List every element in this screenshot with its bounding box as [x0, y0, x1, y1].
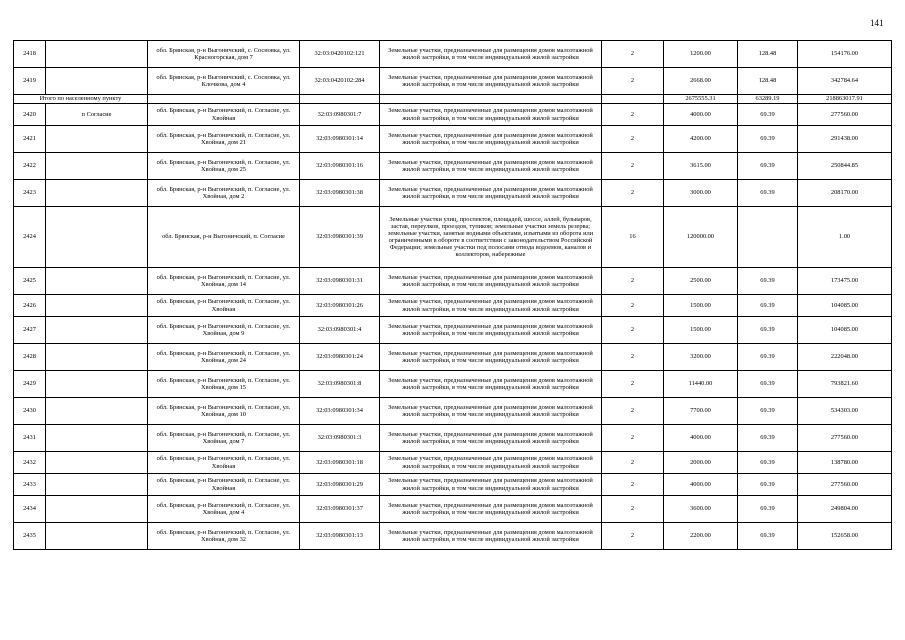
cadastral-value-cell: 154176.00: [798, 41, 892, 68]
specific-value-cell: 69.39: [738, 344, 798, 371]
table-row: [14, 104, 892, 126]
table-row: [14, 41, 892, 68]
area-cell: 7700.00: [664, 398, 738, 425]
locality-cell: [46, 68, 148, 95]
locality-cell: [46, 295, 148, 317]
cadastral-number-cell: 32:03:0980301:7: [300, 104, 380, 126]
area-cell: 2668.00: [664, 68, 738, 95]
specific-value-cell: [738, 207, 798, 268]
use-group-cell: 2: [602, 523, 664, 550]
row-number-cell: 2429: [14, 371, 46, 398]
land-use-cell: Земельные участки, предназначенные для размещения домов малоэтажной жилой застройки, в том числе индивидуальной жилой застройки: [380, 317, 602, 344]
area-cell: 4000.00: [664, 104, 738, 126]
specific-value-cell: 69.39: [738, 126, 798, 153]
address-cell: обл. Брянская, р-н Выгоничский, с. Сосновка, ул. Клочкова, дом 4: [148, 68, 300, 95]
cadastral-value-cell: 104085.00: [798, 317, 892, 344]
use-group-cell: 2: [602, 104, 664, 126]
cadastral-number-cell: 32:03:0980301:14: [300, 126, 380, 153]
cadastral-value-cell: 208170.00: [798, 180, 892, 207]
table-row: [14, 207, 892, 268]
table-row: [14, 474, 892, 496]
use-group-cell: 2: [602, 153, 664, 180]
land-use-cell: Земельные участки, предназначенные для размещения домов малоэтажной жилой застройки, в том числе индивидуальной жилой застройки: [380, 398, 602, 425]
row-number-cell: 2428: [14, 344, 46, 371]
area-cell: 2500.00: [664, 268, 738, 295]
cadastral-number-cell: 32:03:0980301:18: [300, 452, 380, 474]
locality-cell: [46, 425, 148, 452]
row-number-cell: 2419: [14, 68, 46, 95]
row-number-cell: 2425: [14, 268, 46, 295]
row-number-cell: 2424: [14, 207, 46, 268]
use-group-cell: 2: [602, 41, 664, 68]
locality-cell: [46, 344, 148, 371]
land-use-cell: Земельные участки, предназначенные для размещения домов малоэтажной жилой застройки, в том числе индивидуальной жилой застройки: [380, 474, 602, 496]
specific-value-cell: 69.39: [738, 153, 798, 180]
use-group-cell: 2: [602, 68, 664, 95]
table-row: [14, 425, 892, 452]
locality-cell: [46, 523, 148, 550]
cadastral-value-cell: 1.00: [798, 207, 892, 268]
cadastral-value-cell: 277560.00: [798, 474, 892, 496]
table-row: [14, 452, 892, 474]
subtotal-value: 218863017.91: [798, 95, 892, 104]
locality-cell: [46, 371, 148, 398]
row-number-cell: 2430: [14, 398, 46, 425]
land-use-cell: Земельные участки, предназначенные для размещения домов малоэтажной жилой застройки, в том числе индивидуальной жилой застройки: [380, 268, 602, 295]
locality-cell: [46, 126, 148, 153]
cadastral-value-cell: 173475.00: [798, 268, 892, 295]
address-cell: обл. Брянская, р-н Выгоничский, п. Согласие, ул. Хвойная, дом 9: [148, 317, 300, 344]
cadastral-number-cell: 32:03:0980301:29: [300, 474, 380, 496]
land-use-cell: Земельные участки, предназначенные для размещения домов малоэтажной жилой застройки, в том числе индивидуальной жилой застройки: [380, 425, 602, 452]
row-number-cell: 2423: [14, 180, 46, 207]
row-number-cell: 2418: [14, 41, 46, 68]
cadastral-value-cell: 342784.64: [798, 68, 892, 95]
table-row: [14, 295, 892, 317]
row-number-cell: 2422: [14, 153, 46, 180]
table-row: [14, 153, 892, 180]
cadastral-number-cell: 32:03:0980301:4: [300, 317, 380, 344]
locality-cell: [46, 180, 148, 207]
row-number-cell: 2434: [14, 496, 46, 523]
use-group-cell: 2: [602, 295, 664, 317]
address-cell: обл. Брянская, р-н Выгоничский, п. Согласие, ул. Хвойная, дом 32: [148, 523, 300, 550]
land-use-cell: Земельные участки, предназначенные для размещения домов малоэтажной жилой застройки, в том числе индивидуальной жилой застройки: [380, 180, 602, 207]
table-row: [14, 317, 892, 344]
specific-value-cell: 69.39: [738, 452, 798, 474]
row-number-cell: 2433: [14, 474, 46, 496]
specific-value-cell: 128.48: [738, 68, 798, 95]
cadastral-value-cell: 250844.85: [798, 153, 892, 180]
cadastral-number-cell: 32:03:0980301:24: [300, 344, 380, 371]
empty-cell: [602, 95, 664, 104]
specific-value-cell: 69.39: [738, 474, 798, 496]
cadastral-number-cell: 32:03:0980301:38: [300, 180, 380, 207]
address-cell: обл. Брянская, р-н Выгоничский, п. Согласие: [148, 207, 300, 268]
area-cell: 1500.00: [664, 317, 738, 344]
land-use-cell: Земельные участки, предназначенные для размещения домов малоэтажной жилой застройки, в том числе индивидуальной жилой застройки: [380, 523, 602, 550]
cadastral-number-cell: 32:03:0980301:13: [300, 523, 380, 550]
table-row: [14, 68, 892, 95]
area-cell: 3000.00: [664, 180, 738, 207]
use-group-cell: 2: [602, 268, 664, 295]
cadastral-value-cell: 222048.00: [798, 344, 892, 371]
area-cell: 4200.00: [664, 126, 738, 153]
table-row: [14, 180, 892, 207]
cadastral-value-cell: 277560.00: [798, 425, 892, 452]
subtotal-label: Итого по населенному пункту: [14, 95, 148, 104]
land-use-cell: Земельные участки, предназначенные для размещения домов малоэтажной жилой застройки, в том числе индивидуальной жилой застройки: [380, 344, 602, 371]
table-row: [14, 371, 892, 398]
row-number-cell: 2420: [14, 104, 46, 126]
table-row: [14, 398, 892, 425]
address-cell: обл. Брянская, р-н Выгоничский, п. Согласие, ул. Хвойная: [148, 295, 300, 317]
locality-cell: [46, 41, 148, 68]
land-use-cell: Земельные участки, предназначенные для размещения домов малоэтажной жилой застройки, в том числе индивидуальной жилой застройки: [380, 496, 602, 523]
specific-value-cell: 69.39: [738, 398, 798, 425]
row-number-cell: 2431: [14, 425, 46, 452]
locality-cell: [46, 474, 148, 496]
address-cell: обл. Брянская, р-н Выгоничский, п. Согласие, ул. Хвойная, дом 2: [148, 180, 300, 207]
use-group-cell: 2: [602, 126, 664, 153]
use-group-cell: 2: [602, 496, 664, 523]
specific-value-cell: 69.39: [738, 371, 798, 398]
table-row: [14, 126, 892, 153]
cadastral-number-cell: 32:03:0420102:284: [300, 68, 380, 95]
use-group-cell: 2: [602, 398, 664, 425]
empty-cell: [300, 95, 380, 104]
cadastral-number-cell: 32:03:0980301:39: [300, 207, 380, 268]
address-cell: обл. Брянская, р-н Выгоничский, п. Согласие, ул. Хвойная, дом 24: [148, 344, 300, 371]
address-cell: обл. Брянская, р-н Выгоничский, п. Согласие, ул. Хвойная, дом 4: [148, 496, 300, 523]
cadastral-value-cell: 138780.00: [798, 452, 892, 474]
area-cell: 1200.00: [664, 41, 738, 68]
locality-cell: [46, 153, 148, 180]
use-group-cell: 2: [602, 317, 664, 344]
empty-cell: [380, 95, 602, 104]
empty-cell: [148, 95, 300, 104]
row-number-cell: 2427: [14, 317, 46, 344]
cadastral-number-cell: 32:03:0420102:121: [300, 41, 380, 68]
cadastral-number-cell: 32:03:0980301:8: [300, 371, 380, 398]
land-use-cell: Земельные участки, предназначенные для размещения домов малоэтажной жилой застройки, в том числе индивидуальной жилой застройки: [380, 104, 602, 126]
address-cell: обл. Брянская, р-н Выгоничский, с. Сосновка, ул. Красногорская, дом 7: [148, 41, 300, 68]
specific-value-cell: 69.39: [738, 523, 798, 550]
area-cell: 120000.00: [664, 207, 738, 268]
specific-value-cell: 69.39: [738, 317, 798, 344]
area-cell: 3615.00: [664, 153, 738, 180]
address-cell: обл. Брянская, р-н Выгоничский, п. Согласие, ул. Хвойная: [148, 474, 300, 496]
land-use-cell: Земельные участки, предназначенные для размещения домов малоэтажной жилой застройки, в том числе индивидуальной жилой застройки: [380, 41, 602, 68]
subtotal-area: 2675555.31: [664, 95, 738, 104]
land-use-cell: Земельные участки улиц, проспектов, площадей, шоссе, аллей, бульваров, застав, переулков, проездов, тупиков; земельные участки земель резерва; земельные участки, занятые водными объектами, изъятыми из оборота или ограниченными в обороте в соответствии с законодательством Российской Федерации; земельные участки под полосами отвода водоемов, каналов и коллекторов, набережные: [380, 207, 602, 268]
area-cell: 11440.00: [664, 371, 738, 398]
use-group-cell: 2: [602, 474, 664, 496]
address-cell: обл. Брянская, р-н Выгоничский, п. Согласие, ул. Хвойная: [148, 104, 300, 126]
land-use-cell: Земельные участки, предназначенные для размещения домов малоэтажной жилой застройки, в том числе индивидуальной жилой застройки: [380, 126, 602, 153]
specific-value-cell: 69.39: [738, 104, 798, 126]
area-cell: 3200.00: [664, 344, 738, 371]
specific-value-cell: 69.39: [738, 180, 798, 207]
cadastral-number-cell: 32:03:0980301:31: [300, 268, 380, 295]
table-row: [14, 344, 892, 371]
specific-value-cell: 69.39: [738, 295, 798, 317]
cadastral-number-cell: 32:03:0980301:37: [300, 496, 380, 523]
row-number-cell: 2435: [14, 523, 46, 550]
land-use-cell: Земельные участки, предназначенные для размещения домов малоэтажной жилой застройки, в том числе индивидуальной жилой застройки: [380, 295, 602, 317]
cadastral-value-cell: 104085.00: [798, 295, 892, 317]
cadastral-value-table: [13, 40, 892, 550]
table-row: [14, 496, 892, 523]
row-number-cell: 2426: [14, 295, 46, 317]
use-group-cell: 2: [602, 425, 664, 452]
area-cell: 4000.00: [664, 474, 738, 496]
use-group-cell: 2: [602, 371, 664, 398]
address-cell: обл. Брянская, р-н Выгоничский, п. Согласие, ул. Хвойная, дом 15: [148, 371, 300, 398]
cadastral-value-cell: 277560.00: [798, 104, 892, 126]
area-cell: 3600.00: [664, 496, 738, 523]
cadastral-number-cell: 32:03:0980301:34: [300, 398, 380, 425]
address-cell: обл. Брянская, р-н Выгоничский, п. Согласие, ул. Хвойная, дом 7: [148, 425, 300, 452]
cadastral-number-cell: 32:03:0980301:3: [300, 425, 380, 452]
area-cell: 1500.00: [664, 295, 738, 317]
address-cell: обл. Брянская, р-н Выгоничский, п. Согласие, ул. Хвойная: [148, 452, 300, 474]
area-cell: 2200.00: [664, 523, 738, 550]
cadastral-value-cell: 249804.00: [798, 496, 892, 523]
use-group-cell: 2: [602, 452, 664, 474]
address-cell: обл. Брянская, р-н Выгоничский, п. Согласие, ул. Хвойная, дом 14: [148, 268, 300, 295]
locality-cell: [46, 268, 148, 295]
locality-cell: п Согласие: [46, 104, 148, 126]
locality-cell: [46, 452, 148, 474]
use-group-cell: 2: [602, 344, 664, 371]
cadastral-value-cell: 534303.00: [798, 398, 892, 425]
use-group-cell: 2: [602, 180, 664, 207]
address-cell: обл. Брянская, р-н Выгоничский, п. Согласие, ул. Хвойная, дом 21: [148, 126, 300, 153]
land-use-cell: Земельные участки, предназначенные для размещения домов малоэтажной жилой застройки, в том числе индивидуальной жилой застройки: [380, 68, 602, 95]
row-number-cell: 2421: [14, 126, 46, 153]
land-use-cell: Земельные участки, предназначенные для размещения домов малоэтажной жилой застройки, в том числе индивидуальной жилой застройки: [380, 153, 602, 180]
specific-value-cell: 69.39: [738, 496, 798, 523]
subtotal-row: [14, 95, 892, 104]
page-number: 141: [870, 18, 884, 28]
address-cell: обл. Брянская, р-н Выгоничский, п. Согласие, ул. Хвойная, дом 25: [148, 153, 300, 180]
specific-value-cell: 128.48: [738, 41, 798, 68]
locality-cell: [46, 496, 148, 523]
land-use-cell: Земельные участки, предназначенные для размещения домов малоэтажной жилой застройки, в том числе индивидуальной жилой застройки: [380, 371, 602, 398]
cadastral-value-cell: 152658.00: [798, 523, 892, 550]
address-cell: обл. Брянская, р-н Выгоничский, п. Согласие, ул. Хвойная, дом 10: [148, 398, 300, 425]
cadastral-number-cell: 32:03:0980301:26: [300, 295, 380, 317]
area-cell: 2000.00: [664, 452, 738, 474]
use-group-cell: 16: [602, 207, 664, 268]
subtotal-rate: 63289.19: [738, 95, 798, 104]
cadastral-number-cell: 32:03:0980301:16: [300, 153, 380, 180]
cadastral-value-cell: 793821.60: [798, 371, 892, 398]
specific-value-cell: 69.39: [738, 268, 798, 295]
cadastral-value-cell: 291438.00: [798, 126, 892, 153]
table-row: [14, 268, 892, 295]
row-number-cell: 2432: [14, 452, 46, 474]
area-cell: 4000.00: [664, 425, 738, 452]
locality-cell: [46, 398, 148, 425]
land-use-cell: Земельные участки, предназначенные для размещения домов малоэтажной жилой застройки, в том числе индивидуальной жилой застройки: [380, 452, 602, 474]
locality-cell: [46, 207, 148, 268]
table-row: [14, 523, 892, 550]
specific-value-cell: 69.39: [738, 425, 798, 452]
locality-cell: [46, 317, 148, 344]
